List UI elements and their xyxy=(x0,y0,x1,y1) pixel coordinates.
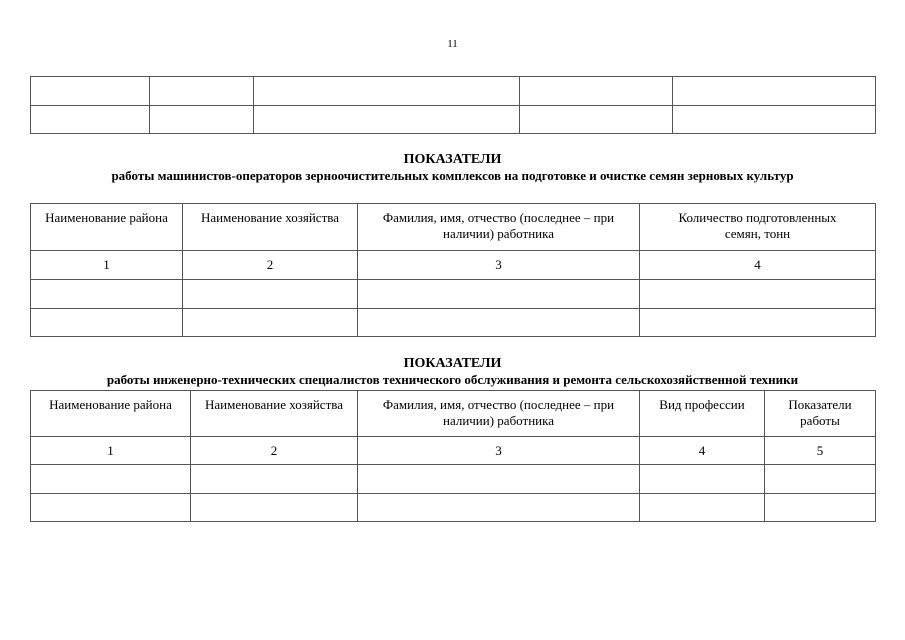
table-cell xyxy=(358,494,640,522)
table-row xyxy=(31,106,876,134)
table-cell xyxy=(673,77,876,106)
section1-subtitle: работы машинистов-операторов зерноочистительных комплексов на подготовке и очистке семян зерновых культур xyxy=(111,168,794,183)
column-header-farm: Наименование хозяйства xyxy=(183,204,358,251)
table-cell xyxy=(640,494,765,522)
column-header-seed-quantity: Количество подготовленных семян, тонн xyxy=(640,204,876,251)
column-header-farm: Наименование хозяйства xyxy=(191,391,358,437)
section1-title: ПОКАЗАТЕЛИ xyxy=(403,152,502,167)
table-cell xyxy=(31,106,150,134)
column-header-worker-name: Фамилия, имя, отчество (последнее – при наличии) работника xyxy=(358,391,640,437)
continuation-table xyxy=(30,76,876,134)
table-cell xyxy=(150,106,254,134)
column-number: 2 xyxy=(191,437,358,465)
table-cell xyxy=(640,465,765,494)
section2-subtitle: работы инженерно-технических специалистов технического обслуживания и ремонта сельскохозяйственной техники xyxy=(106,372,799,387)
table-cell xyxy=(765,494,876,522)
table-cell xyxy=(31,280,183,309)
table-row xyxy=(31,309,876,337)
table-cell xyxy=(254,77,520,106)
table-header-row xyxy=(31,204,876,251)
column-header-worker-name: Фамилия, имя, отчество (последнее – при наличии) работника xyxy=(358,204,640,251)
table-row xyxy=(31,77,876,106)
table-header-row xyxy=(31,391,876,437)
column-number: 5 xyxy=(765,437,876,465)
column-number: 4 xyxy=(640,251,876,280)
table-cell xyxy=(183,309,358,337)
table-cell xyxy=(31,309,183,337)
column-number-row xyxy=(31,437,876,465)
column-number: 1 xyxy=(31,437,191,465)
table-cell xyxy=(191,494,358,522)
table-row xyxy=(31,280,876,309)
table-cell xyxy=(640,309,876,337)
column-number-row xyxy=(31,251,876,280)
column-number: 2 xyxy=(183,251,358,280)
table-row xyxy=(31,465,876,494)
table-cell xyxy=(31,465,191,494)
table-cell xyxy=(520,77,673,106)
table-cell xyxy=(191,465,358,494)
section1-heading xyxy=(0,152,905,184)
column-number: 1 xyxy=(31,251,183,280)
column-header-district: Наименование района xyxy=(31,204,183,251)
section1-table xyxy=(30,203,876,337)
column-header-work-indicators: Показатели работы xyxy=(765,391,876,437)
table-cell xyxy=(358,309,640,337)
page-number: 11 xyxy=(447,38,458,50)
column-number: 3 xyxy=(358,437,640,465)
table-cell xyxy=(254,106,520,134)
table-cell xyxy=(31,494,191,522)
column-number: 3 xyxy=(358,251,640,280)
section2-title: ПОКАЗАТЕЛИ xyxy=(403,356,502,371)
column-header-district: Наименование района xyxy=(31,391,191,437)
section2-heading xyxy=(0,356,905,388)
section2-table xyxy=(30,390,876,522)
table-cell xyxy=(673,106,876,134)
table-cell xyxy=(358,280,640,309)
table-row xyxy=(31,494,876,522)
table-cell xyxy=(520,106,673,134)
column-number: 4 xyxy=(640,437,765,465)
table-cell xyxy=(358,465,640,494)
table-cell xyxy=(765,465,876,494)
table-cell xyxy=(183,280,358,309)
table-cell xyxy=(31,77,150,106)
table-cell xyxy=(640,280,876,309)
table-cell xyxy=(150,77,254,106)
column-header-profession: Вид профессии xyxy=(640,391,765,437)
